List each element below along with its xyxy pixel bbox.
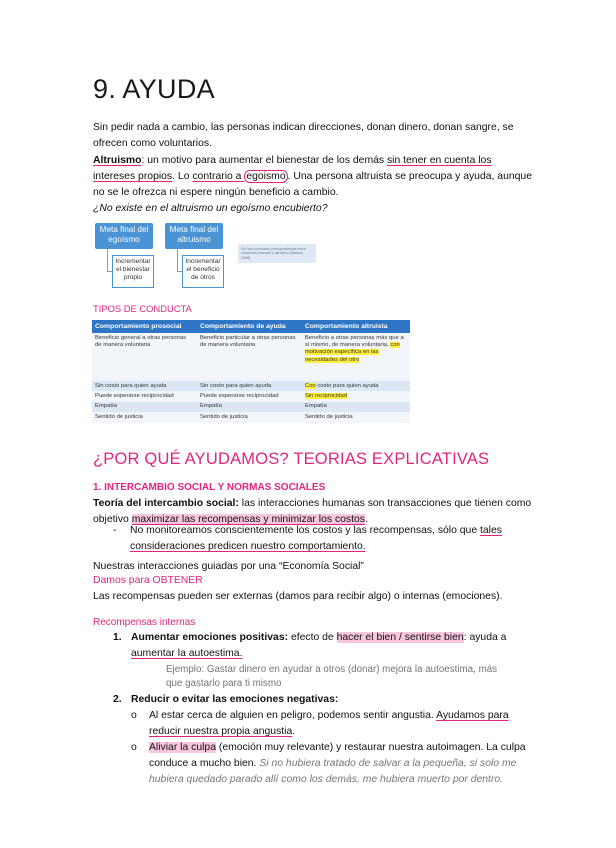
altruismo-underline-1: sin tener en cuenta los	[386, 155, 492, 166]
table-cell: Beneficio general a otras personas de manera voluntaria	[92, 333, 197, 381]
item-title: Aumentar emociones positivas:	[131, 632, 289, 643]
table-header: Comportamiento prosocial	[92, 320, 197, 333]
sub-text: (emoción muy relevante) y restaurar nuestra autoimagen. La culpa	[216, 742, 526, 753]
table-cell: Empatía	[302, 402, 410, 412]
sub-underline-2: reducir nuestra propia angustia	[149, 726, 293, 737]
intro-paragraph	[93, 120, 533, 152]
sub-period: .	[292, 726, 296, 737]
connector-1	[107, 249, 109, 271]
item-number: 1.	[113, 632, 122, 643]
diagram-sub-egoismo: Incrementar el bienestar propio	[112, 255, 154, 288]
sub-text: Al estar cerca de alguien en peligro, podemos sentir angustia.	[149, 710, 437, 721]
bullet-underline-2: consideraciones predicen nuestro comportamiento.	[130, 541, 366, 552]
cell-highlight: con motivación específica en las necesidades del otro	[304, 341, 400, 363]
altruismo-term: Altruismo	[93, 155, 142, 166]
table-cell: Sin costo para quien ayuda	[92, 381, 197, 391]
diagram-box-altruismo: Meta final del altruismo	[165, 223, 223, 249]
table-row	[92, 402, 410, 412]
table-cell: Sentido de justicia	[302, 412, 410, 422]
item-highlight: hacer el bien / sentirse bien	[336, 632, 464, 643]
cell-highlight: Sin reciprocidad	[304, 392, 348, 399]
sub-bullet: o	[131, 710, 137, 721]
altruismo-paragraph	[93, 153, 543, 201]
item-number: 2.	[113, 694, 122, 705]
altruismo-egoismo: egoismo	[246, 171, 286, 182]
table-cell: Empatía	[197, 402, 302, 412]
table-cell	[302, 381, 410, 391]
sub-bullet: o	[131, 742, 137, 753]
table-cell	[302, 391, 410, 401]
teoria-highlight: maximizar las recompensas y minimizar los costos	[131, 514, 365, 525]
list-item-1	[113, 630, 533, 691]
altruismo-text-3: . Una persona altruista se preocupa y ayuda, aunque	[287, 171, 532, 182]
nuestras-text: Nuestras interacciones guiadas por una “Economía Social”	[93, 561, 364, 572]
table-header: Comportamiento altruista	[302, 320, 410, 333]
section-heading: ¿POR QUÉ AYUDAMOS? TEORIAS EXPLICATIVAS	[93, 450, 490, 468]
altruismo-text-2: . Lo	[172, 171, 193, 182]
bullet-intercambio	[113, 523, 533, 555]
intro-line-1: Sin pedir nada a cambio, las personas indican direcciones, donan dinero, donan sangre, se	[93, 122, 514, 133]
sub-underline: Ayudamos para	[436, 710, 509, 721]
teoria-text: las interacciones humanas son transacciones que tienen como	[238, 498, 532, 509]
altruismo-contrario: contrario a	[192, 171, 245, 182]
diagram-box-egoismo: Meta final del egoísmo	[95, 223, 153, 249]
table-cell: Sentido de justicia	[92, 412, 197, 422]
tipos-heading: TIPOS DE CONDUCTA	[93, 303, 192, 314]
diagram-sub-altruismo: Incrementar el beneficio de otros	[182, 255, 224, 288]
example-line-2: que gastarlo para ti mismo	[166, 678, 282, 689]
teoria-period: .	[364, 514, 368, 525]
table-cell: Beneficio particular a otras personas de manera voluntaria	[197, 333, 302, 381]
conduct-table	[92, 320, 410, 423]
connector-2	[177, 249, 179, 271]
question-text: ¿No existe en el altruismo un egoísmo encubierto?	[93, 203, 328, 214]
diagram-note: No hay necesaria correspondencia entre conducta prosocial y altruismo (Batson, 1998).	[238, 244, 316, 263]
teoria-text-2: objetivo	[93, 514, 132, 525]
table-header: Comportamiento de ayuda	[197, 320, 302, 333]
damos-text: Damos para OBTENER	[93, 575, 203, 586]
table-cell: Puede esperarse reciprocidad	[197, 391, 302, 401]
sub-quote-2: hubiera quedado parado allí como los demás, me hubiera muerto por dentro.	[149, 774, 504, 785]
cell-text: costo para quien ayuda	[315, 382, 379, 389]
recompensas-text: Las recompensas pueden ser externas (damos para recibir algo) o internas (emociones).	[93, 591, 503, 602]
list-item-2	[113, 692, 543, 788]
table-row	[92, 333, 410, 381]
altruismo-text: : un motivo para aumentar el bienestar de los demás	[141, 155, 387, 166]
dash-bullet: -	[113, 525, 117, 536]
table-cell: Puede esperarse reciprocidad	[92, 391, 197, 401]
teoria-term: Teoría del intercambio social:	[93, 498, 239, 509]
table-cell: Sin costo para quien ayuda	[197, 381, 302, 391]
table-cell: Empatía	[92, 402, 197, 412]
sub-quote: Si no hubiera tratado de salvar a la pequeña, si solo me	[256, 758, 517, 769]
item-text-2: : ayuda a	[463, 632, 507, 643]
table-header-row	[92, 320, 410, 333]
page-title: 9. AYUDA	[93, 74, 215, 104]
example-line-1: Ejemplo: Gastar dinero en ayudar a otros (donar) mejora la autoestima, más	[166, 664, 498, 675]
subsection-heading: 1. INTERCAMBIO SOCIAL Y NORMAS SOCIALES	[93, 482, 326, 493]
table-row	[92, 391, 410, 401]
sub-text-2: conduce a mucho bien.	[149, 758, 257, 769]
recompensas-internas-heading: Recompensas internas	[93, 617, 196, 628]
item-text: efecto de	[288, 632, 337, 643]
sub-highlight: Aliviar la culpa	[149, 742, 216, 753]
altruismo-line-3: no se le ofrezca ni espere ningún beneficio a cambio.	[93, 187, 339, 198]
table-row	[92, 412, 410, 422]
table-row	[92, 381, 410, 391]
table-cell: Sentido de justicia	[197, 412, 302, 422]
altruismo-underline-2: intereses propios	[93, 171, 173, 182]
cell-highlight: Con	[304, 382, 316, 389]
item-title: Reducir o evitar las emociones negativas:	[131, 694, 339, 705]
table-cell	[302, 333, 410, 381]
cell-text: Beneficio a otras personas más que a sí mismo, de manera voluntaria,	[304, 334, 404, 348]
bullet-text: No monitoreamos conscientemente los costos y las recompensas, sólo que	[130, 525, 480, 536]
bullet-underline: tales	[480, 525, 502, 536]
intro-line-2: ofrecen como voluntarios.	[93, 138, 212, 149]
item-underline: aumentar la autoestima.	[131, 648, 243, 659]
